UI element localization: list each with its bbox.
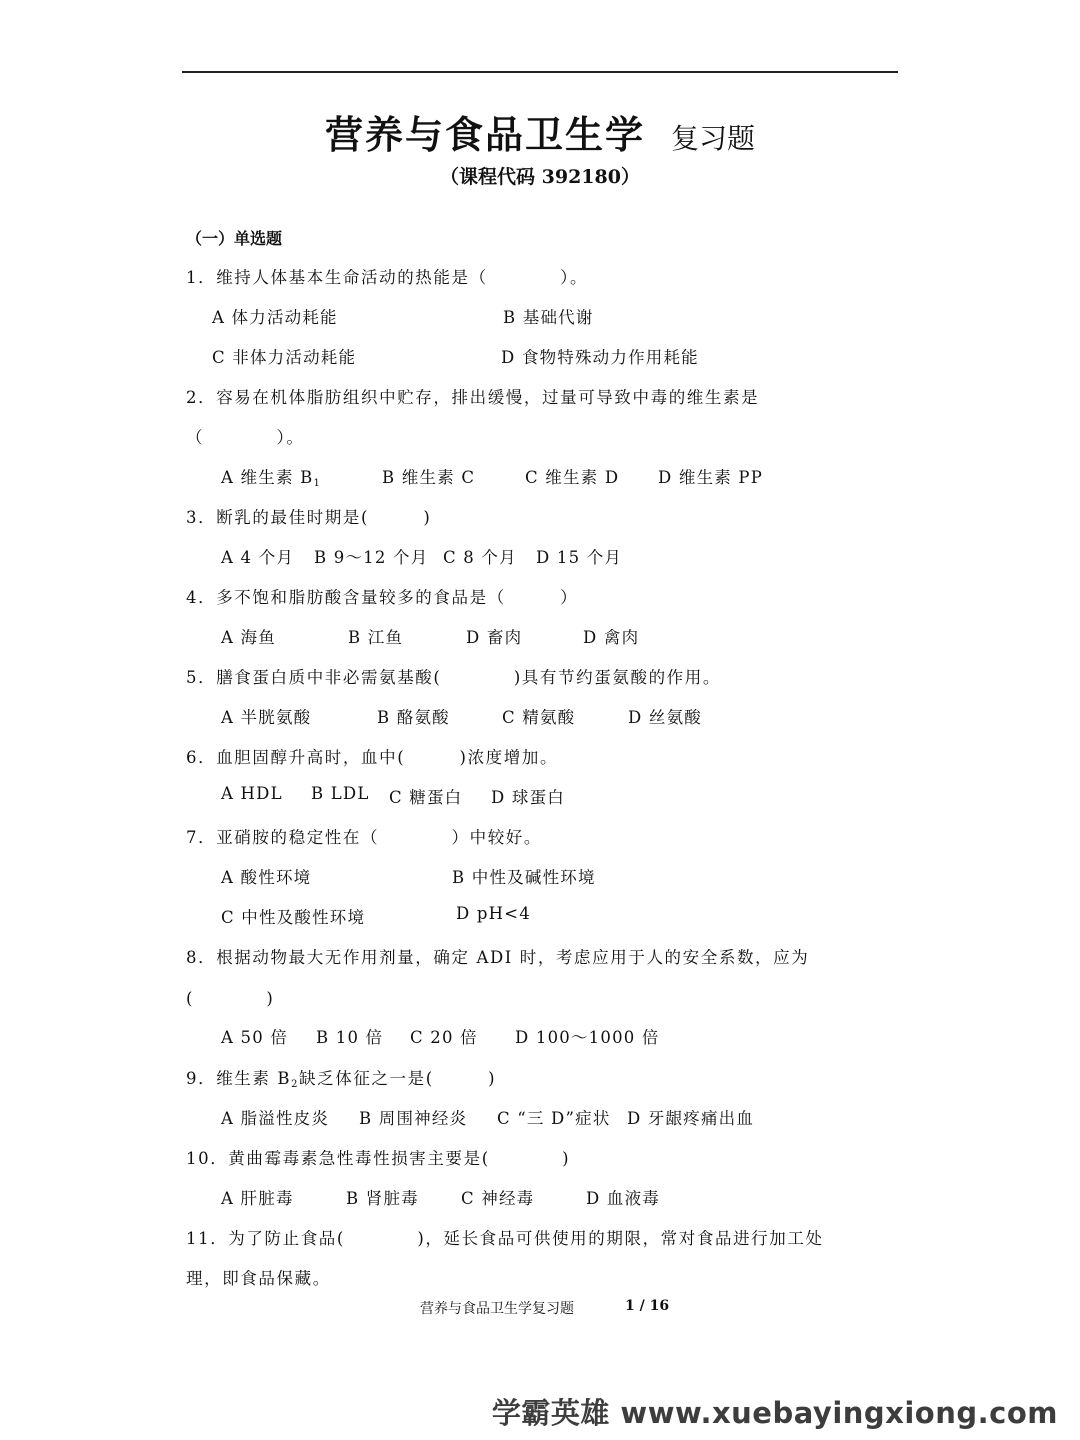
- question-5-stem: 5．膳食蛋白质中非必需氨基酸( )具有节约蛋氨酸的作用。: [186, 668, 721, 687]
- question-10-stem: 10．黄曲霉毒素急性毒性损害主要是( ): [186, 1149, 571, 1168]
- question-2-stem-cont: （ ）。: [186, 428, 305, 447]
- q5-option-d: D 丝氨酸: [628, 708, 702, 727]
- question-1-stem: 1．维持人体基本生命活动的热能是（ ）。: [186, 268, 589, 287]
- question-2-stem: 2．容易在机体脂肪组织中贮存，排出缓慢，过量可导致中毒的维生素是: [186, 388, 760, 407]
- q2-option-a-text: A 维生素 B: [221, 468, 314, 487]
- q8-option-a: A 50 倍: [221, 1028, 289, 1047]
- q6-option-c: C 糖蛋白: [389, 788, 463, 807]
- q5-option-a: A 半胱氨酸: [221, 708, 312, 727]
- question-3-stem: 3．断乳的最佳时期是( ): [186, 508, 432, 527]
- q10-option-d: D 血液毒: [586, 1189, 660, 1208]
- q3-option-b: B 9～12 个月: [314, 548, 429, 567]
- title-sub: 复习题: [671, 122, 756, 155]
- q8-option-d: D 100～1000 倍: [515, 1028, 660, 1047]
- q9-option-a: A 脂溢性皮炎: [221, 1109, 330, 1128]
- footer-title: 营养与食品卫生学复习题: [420, 1301, 574, 1317]
- q4-option-b: B 江鱼: [348, 628, 404, 647]
- q1-option-a: A 体力活动耗能: [212, 308, 338, 327]
- q7-option-c: C 中性及酸性环境: [221, 908, 366, 927]
- q8-option-b: B 10 倍: [316, 1028, 384, 1047]
- q3-option-d: D 15 个月: [536, 548, 623, 567]
- q9-stem-subscript: 2: [291, 1079, 300, 1090]
- q4-option-a: A 海鱼: [221, 628, 276, 647]
- q1-option-b: B 基础代谢: [503, 308, 594, 327]
- q7-option-b: B 中性及碱性环境: [452, 868, 596, 887]
- question-4-stem: 4．多不饱和脂肪酸含量较多的食品是（ ）: [186, 588, 579, 607]
- q2-option-a-subscript: 1: [313, 478, 321, 489]
- q1-option-c: C 非体力活动耗能: [212, 348, 357, 367]
- q9-option-d: D 牙龈疼痛出血: [627, 1109, 755, 1128]
- q9-stem-text: 9．维生素 B: [186, 1069, 292, 1088]
- q2-option-a: [221, 464, 321, 489]
- q1-option-d: D 食物特殊动力作用耗能: [501, 348, 699, 367]
- q7-option-a: A 酸性环境: [221, 868, 312, 887]
- q9-option-c: C “三 D”症状: [497, 1109, 611, 1128]
- q10-option-b: B 肾脏毒: [346, 1189, 419, 1208]
- top-rule: [182, 71, 898, 73]
- q8-option-c: C 20 倍: [410, 1028, 478, 1047]
- q3-option-c: C 8 个月: [443, 548, 517, 567]
- q5-option-c: C 精氨酸: [502, 708, 576, 727]
- q9-stem-text-end: 缺乏体征之一是( ): [299, 1069, 497, 1088]
- q6-option-d: D 球蛋白: [491, 788, 565, 807]
- q10-option-c: C 神经毒: [461, 1189, 535, 1208]
- q2-option-d: D 维生素 PP: [658, 468, 764, 487]
- question-9-stem: [186, 1065, 496, 1090]
- question-6-stem: 6．血胆固醇升高时，血中( )浓度增加。: [186, 748, 559, 767]
- q5-option-b: B 酪氨酸: [377, 708, 450, 727]
- q4-option-d: D 禽肉: [583, 628, 640, 647]
- q6-option-b: B LDL: [311, 784, 370, 803]
- q10-option-a: A 肝脏毒: [221, 1189, 294, 1208]
- q2-option-b: B 维生素 C: [382, 468, 476, 487]
- question-8-stem-cont: ( ): [186, 989, 275, 1008]
- question-8-stem: 8．根据动物最大无作用剂量，确定 ADI 时，考虑应用于人的安全系数，应为: [186, 948, 810, 967]
- q6-option-a: A HDL: [221, 784, 283, 803]
- question-7-stem: 7．亚硝胺的稳定性在（ ）中较好。: [186, 828, 542, 847]
- section-title: （一）单选题: [186, 229, 283, 248]
- page-number: 1 / 16: [625, 1298, 670, 1314]
- q3-option-a: A 4 个月: [221, 548, 295, 567]
- q4-option-c: D 畜肉: [466, 628, 523, 647]
- q9-option-b: B 周围神经炎: [359, 1109, 468, 1128]
- document-title: [0, 104, 1080, 159]
- q7-option-d: D pH<4: [456, 904, 531, 923]
- title-main: 营养与食品卫生学: [324, 113, 645, 157]
- course-code: （课程代码 392180）: [440, 166, 640, 188]
- question-11-stem: 11．为了防止食品( )，延长食品可供使用的期限，常对食品进行加工处: [186, 1229, 824, 1248]
- q2-option-c: C 维生素 D: [525, 468, 620, 487]
- watermark: 学霸英雄 www.xuebayingxiong.com: [491, 1396, 1058, 1430]
- question-11-stem-cont: 理，即食品保藏。: [186, 1269, 331, 1288]
